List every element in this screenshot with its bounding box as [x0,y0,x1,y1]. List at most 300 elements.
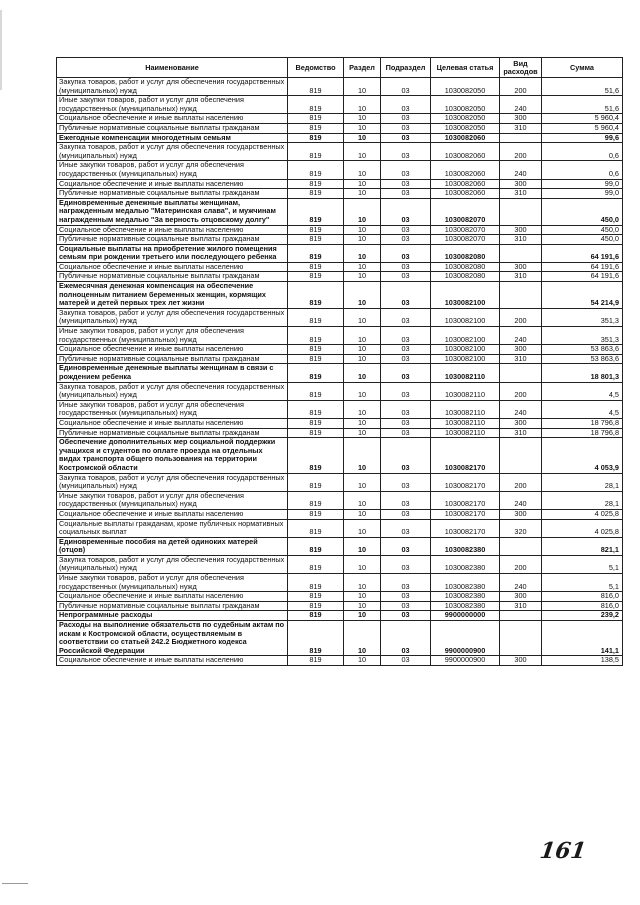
cell-ved: 819 [288,428,344,438]
cell-summa: 54 214,9 [542,282,623,309]
cell-celevaya: 1030082380 [431,574,500,592]
cell-razdel: 10 [344,161,381,179]
cell-podrazdel: 03 [381,400,431,418]
cell-celevaya: 9900000900 [431,656,500,666]
cell-vid: 300 [500,345,542,355]
cell-razdel: 10 [344,96,381,114]
cell-celevaya: 1030082380 [431,592,500,602]
cell-podrazdel: 03 [381,418,431,428]
cell-summa: 450,0 [542,198,623,225]
cell-ved: 819 [288,244,344,262]
cell-name: Единовременные денежные выплаты женщинам, награжденным медалью "Материнская слава", и мужчинам награжденным медалью "За верность отцовскому долгу" [57,198,288,225]
cell-podrazdel: 03 [381,225,431,235]
scan-margin-mark [0,10,2,90]
cell-summa: 816,0 [542,601,623,611]
cell-ved: 819 [288,592,344,602]
cell-podrazdel: 03 [381,235,431,245]
cell-ved: 819 [288,438,344,473]
cell-vid: 300 [500,656,542,666]
table-row [57,555,623,573]
cell-podrazdel: 03 [381,123,431,133]
cell-summa: 53 863,6 [542,345,623,355]
cell-ved: 819 [288,382,344,400]
cell-podrazdel: 03 [381,161,431,179]
cell-summa: 816,0 [542,592,623,602]
cell-celevaya: 1030082060 [431,161,500,179]
cell-name: Социальные выплаты на приобретение жилого помещения семьям при рождении третьего или последующего ребенка [57,244,288,262]
cell-podrazdel: 03 [381,179,431,189]
cell-celevaya: 1030082100 [431,282,500,309]
cell-razdel: 10 [344,262,381,272]
cell-podrazdel: 03 [381,555,431,573]
cell-name: Закупка товаров, работ и услуг для обеспечения государственных (муниципальных) нужд [57,555,288,573]
cell-celevaya: 1030082060 [431,189,500,199]
cell-name: Закупка товаров, работ и услуг для обеспечения государственных (муниципальных) нужд [57,308,288,326]
cell-vid: 200 [500,555,542,573]
table-header [57,58,623,78]
cell-razdel: 10 [344,189,381,199]
cell-ved: 819 [288,537,344,555]
cell-celevaya: 1030082080 [431,262,500,272]
cell-celevaya: 1030082110 [431,428,500,438]
cell-vid: 320 [500,519,542,537]
table-row [57,123,623,133]
table-row [57,537,623,555]
cell-celevaya: 1030082170 [431,473,500,491]
cell-celevaya: 1030082050 [431,123,500,133]
cell-name: Иные закупки товаров, работ и услуг для обеспечения государственных (муниципальных) нужд [57,327,288,345]
cell-razdel: 10 [344,244,381,262]
cell-name: Публичные нормативные социальные выплаты гражданам [57,272,288,282]
cell-podrazdel: 03 [381,96,431,114]
cell-summa: 141,1 [542,621,623,656]
cell-name: Иные закупки товаров, работ и услуг для обеспечения государственных (муниципальных) нужд [57,161,288,179]
cell-name: Ежегодные компенсации многодетным семьям [57,133,288,143]
table-row [57,327,623,345]
cell-summa: 0,6 [542,161,623,179]
cell-celevaya: 1030082380 [431,601,500,611]
cell-vid: 240 [500,400,542,418]
table-row [57,656,623,666]
cell-name: Социальное обеспечение и иные выплаты населению [57,225,288,235]
header-ved: Ведомство [288,58,344,78]
cell-razdel: 10 [344,78,381,96]
cell-summa: 450,0 [542,235,623,245]
cell-name: Социальное обеспечение и иные выплаты населению [57,179,288,189]
cell-ved: 819 [288,327,344,345]
cell-podrazdel: 03 [381,438,431,473]
cell-vid: 300 [500,114,542,124]
header-celevaya: Целевая статья [431,58,500,78]
cell-name: Закупка товаров, работ и услуг для обеспечения государственных (муниципальных) нужд [57,473,288,491]
cell-vid: 310 [500,235,542,245]
cell-celevaya: 1030082170 [431,509,500,519]
cell-summa: 821,1 [542,537,623,555]
cell-summa: 4,5 [542,382,623,400]
cell-summa: 4 025,8 [542,509,623,519]
cell-podrazdel: 03 [381,519,431,537]
cell-razdel: 10 [344,272,381,282]
cell-summa: 450,0 [542,225,623,235]
cell-summa: 351,3 [542,308,623,326]
cell-celevaya: 1030082110 [431,364,500,382]
header-name: Наименование [57,58,288,78]
table-row [57,198,623,225]
cell-celevaya: 1030082110 [431,382,500,400]
cell-name: Закупка товаров, работ и услуг для обеспечения государственных (муниципальных) нужд [57,143,288,161]
cell-vid: 300 [500,509,542,519]
cell-podrazdel: 03 [381,282,431,309]
cell-podrazdel: 03 [381,78,431,96]
cell-ved: 819 [288,282,344,309]
cell-podrazdel: 03 [381,354,431,364]
cell-ved: 819 [288,161,344,179]
header-podrazdel: Подраздел [381,58,431,78]
cell-summa: 99,6 [542,133,623,143]
cell-ved: 819 [288,189,344,199]
cell-podrazdel: 03 [381,143,431,161]
cell-vid: 240 [500,327,542,345]
cell-summa: 351,3 [542,327,623,345]
cell-summa: 5,1 [542,555,623,573]
table-row [57,382,623,400]
header-razdel: Раздел [344,58,381,78]
cell-razdel: 10 [344,308,381,326]
cell-razdel: 10 [344,418,381,428]
cell-razdel: 10 [344,282,381,309]
cell-vid [500,198,542,225]
cell-summa: 4,5 [542,400,623,418]
table-row [57,308,623,326]
header-summa: Сумма [542,58,623,78]
cell-vid: 240 [500,96,542,114]
cell-name: Единовременные денежные выплаты женщинам в связи с рождением ребенка [57,364,288,382]
cell-podrazdel: 03 [381,262,431,272]
table-row [57,519,623,537]
cell-razdel: 10 [344,364,381,382]
cell-razdel: 10 [344,491,381,509]
cell-ved: 819 [288,262,344,272]
cell-ved: 819 [288,143,344,161]
cell-celevaya: 1030082070 [431,235,500,245]
cell-razdel: 10 [344,574,381,592]
cell-ved: 819 [288,179,344,189]
cell-vid: 300 [500,179,542,189]
cell-celevaya: 1030082110 [431,418,500,428]
cell-razdel: 10 [344,133,381,143]
cell-celevaya: 1030082110 [431,400,500,418]
cell-vid [500,438,542,473]
cell-ved: 819 [288,491,344,509]
cell-ved: 819 [288,114,344,124]
cell-name: Публичные нормативные социальные выплаты гражданам [57,189,288,199]
cell-ved: 819 [288,555,344,573]
cell-podrazdel: 03 [381,133,431,143]
cell-name: Закупка товаров, работ и услуг для обеспечения государственных (муниципальных) нужд [57,382,288,400]
cell-razdel: 10 [344,400,381,418]
cell-razdel: 10 [344,537,381,555]
table-row [57,418,623,428]
cell-summa: 51,6 [542,96,623,114]
header-vid: Вид расходов [500,58,542,78]
cell-celevaya: 1030082050 [431,78,500,96]
cell-vid [500,364,542,382]
cell-vid [500,133,542,143]
cell-podrazdel: 03 [381,601,431,611]
table-row [57,574,623,592]
cell-vid: 310 [500,272,542,282]
cell-razdel: 10 [344,555,381,573]
cell-vid: 310 [500,189,542,199]
cell-summa: 99,0 [542,179,623,189]
cell-name: Иные закупки товаров, работ и услуг для обеспечения государственных (муниципальных) нужд [57,491,288,509]
cell-name: Иные закупки товаров, работ и услуг для обеспечения государственных (муниципальных) нужд [57,96,288,114]
cell-celevaya: 1030082070 [431,198,500,225]
cell-summa: 64 191,6 [542,272,623,282]
cell-ved: 819 [288,78,344,96]
cell-celevaya: 1030082070 [431,225,500,235]
cell-vid: 310 [500,601,542,611]
cell-podrazdel: 03 [381,382,431,400]
cell-ved: 819 [288,418,344,428]
cell-razdel: 10 [344,473,381,491]
cell-razdel: 10 [344,114,381,124]
cell-vid: 300 [500,262,542,272]
cell-vid: 200 [500,78,542,96]
cell-vid [500,621,542,656]
cell-ved: 819 [288,519,344,537]
cell-summa: 4 025,8 [542,519,623,537]
table-row [57,491,623,509]
cell-ved: 819 [288,400,344,418]
cell-razdel: 10 [344,428,381,438]
cell-name: Социальное обеспечение и иные выплаты населению [57,345,288,355]
cell-vid: 310 [500,428,542,438]
cell-podrazdel: 03 [381,327,431,345]
cell-podrazdel: 03 [381,114,431,124]
cell-name: Единовременные пособия на детей одиноких матерей (отцов) [57,537,288,555]
cell-name: Публичные нормативные социальные выплаты гражданам [57,428,288,438]
cell-razdel: 10 [344,656,381,666]
cell-name: Публичные нормативные социальные выплаты гражданам [57,123,288,133]
cell-razdel: 10 [344,345,381,355]
cell-razdel: 10 [344,592,381,602]
cell-podrazdel: 03 [381,345,431,355]
cell-podrazdel: 03 [381,189,431,199]
cell-podrazdel: 03 [381,621,431,656]
cell-razdel: 10 [344,327,381,345]
cell-celevaya: 1030082170 [431,438,500,473]
cell-summa: 239,2 [542,611,623,621]
cell-celevaya: 1030082100 [431,308,500,326]
budget-table [56,57,623,666]
cell-podrazdel: 03 [381,244,431,262]
cell-celevaya: 1030082170 [431,491,500,509]
cell-celevaya: 1030082080 [431,244,500,262]
cell-ved: 819 [288,96,344,114]
cell-name: Социальное обеспечение и иные выплаты населению [57,592,288,602]
cell-name: Публичные нормативные социальные выплаты гражданам [57,601,288,611]
cell-ved: 819 [288,574,344,592]
cell-podrazdel: 03 [381,491,431,509]
header-row [57,58,623,78]
cell-ved: 819 [288,621,344,656]
cell-name: Социальное обеспечение и иные выплаты населению [57,114,288,124]
cell-razdel: 10 [344,123,381,133]
cell-vid: 240 [500,161,542,179]
cell-summa: 0,6 [542,143,623,161]
cell-summa: 18 796,8 [542,428,623,438]
scan-margin-line [2,883,28,884]
cell-celevaya: 1030082060 [431,143,500,161]
cell-summa: 138,5 [542,656,623,666]
cell-celevaya: 1030082100 [431,345,500,355]
cell-podrazdel: 03 [381,611,431,621]
cell-ved: 819 [288,308,344,326]
table-row [57,364,623,382]
cell-vid: 310 [500,354,542,364]
cell-name: Социальное обеспечение и иные выплаты населению [57,418,288,428]
cell-celevaya: 1030082380 [431,555,500,573]
cell-name: Непрограммные расходы [57,611,288,621]
cell-vid: 200 [500,473,542,491]
table-row [57,189,623,199]
cell-celevaya: 1030082170 [431,519,500,537]
cell-podrazdel: 03 [381,656,431,666]
cell-celevaya: 1030082060 [431,179,500,189]
cell-ved: 819 [288,198,344,225]
cell-podrazdel: 03 [381,364,431,382]
cell-summa: 4 053,9 [542,438,623,473]
cell-celevaya: 9900000900 [431,621,500,656]
cell-razdel: 10 [344,382,381,400]
cell-ved: 819 [288,225,344,235]
cell-summa: 51,6 [542,78,623,96]
cell-summa: 5 960,4 [542,123,623,133]
cell-vid: 200 [500,308,542,326]
cell-celevaya: 1030082050 [431,114,500,124]
table-row [57,244,623,262]
cell-razdel: 10 [344,601,381,611]
table-row [57,473,623,491]
cell-celevaya: 1030082050 [431,96,500,114]
cell-name: Закупка товаров, работ и услуг для обеспечения государственных (муниципальных) нужд [57,78,288,96]
cell-celevaya: 9900000000 [431,611,500,621]
cell-podrazdel: 03 [381,198,431,225]
cell-razdel: 10 [344,519,381,537]
cell-celevaya: 1030082380 [431,537,500,555]
cell-razdel: 10 [344,438,381,473]
cell-summa: 64 191,6 [542,244,623,262]
cell-ved: 819 [288,354,344,364]
cell-podrazdel: 03 [381,272,431,282]
cell-razdel: 10 [344,198,381,225]
cell-ved: 819 [288,473,344,491]
cell-name: Социальное обеспечение и иные выплаты населению [57,509,288,519]
table-body [57,78,623,666]
cell-ved: 819 [288,235,344,245]
cell-vid: 240 [500,491,542,509]
cell-summa: 99,0 [542,189,623,199]
cell-ved: 819 [288,611,344,621]
cell-vid: 310 [500,123,542,133]
cell-name: Расходы на выполнение обязательств по судебным актам по искам к Костромской области, осуществляемым в соответствии со статьей 242.2 Бюджетного кодекса Российской Федерации [57,621,288,656]
cell-vid: 300 [500,225,542,235]
table-row [57,235,623,245]
cell-podrazdel: 03 [381,428,431,438]
cell-name: Иные закупки товаров, работ и услуг для обеспечения государственных (муниципальных) нужд [57,574,288,592]
cell-name: Социальное обеспечение и иные выплаты населению [57,262,288,272]
cell-ved: 819 [288,345,344,355]
cell-name: Ежемесячная денежная компенсация на обеспечение полноценным питанием беременных женщин, кормящих матерей и детей первых трех лет жизни [57,282,288,309]
cell-podrazdel: 03 [381,308,431,326]
cell-vid [500,611,542,621]
cell-vid: 300 [500,418,542,428]
cell-ved: 819 [288,364,344,382]
cell-celevaya: 1030082060 [431,133,500,143]
cell-name: Иные закупки товаров, работ и услуг для обеспечения государственных (муниципальных) нужд [57,400,288,418]
cell-ved: 819 [288,509,344,519]
cell-vid [500,537,542,555]
cell-vid [500,282,542,309]
table-row [57,345,623,355]
cell-vid: 200 [500,143,542,161]
cell-podrazdel: 03 [381,574,431,592]
cell-podrazdel: 03 [381,509,431,519]
table-row [57,96,623,114]
cell-ved: 819 [288,601,344,611]
cell-vid: 300 [500,592,542,602]
cell-razdel: 10 [344,611,381,621]
cell-summa: 64 191,6 [542,262,623,272]
cell-name: Публичные нормативные социальные выплаты гражданам [57,354,288,364]
document-page [56,57,622,666]
cell-razdel: 10 [344,354,381,364]
cell-razdel: 10 [344,235,381,245]
cell-summa: 5 960,4 [542,114,623,124]
cell-name: Публичные нормативные социальные выплаты гражданам [57,235,288,245]
table-row [57,282,623,309]
table-row [57,509,623,519]
cell-ved: 819 [288,123,344,133]
cell-podrazdel: 03 [381,473,431,491]
table-row [57,438,623,473]
table-row [57,621,623,656]
cell-podrazdel: 03 [381,537,431,555]
table-row [57,161,623,179]
cell-vid: 200 [500,382,542,400]
cell-razdel: 10 [344,621,381,656]
table-row [57,143,623,161]
cell-celevaya: 1030082100 [431,327,500,345]
cell-vid: 240 [500,574,542,592]
cell-ved: 819 [288,656,344,666]
cell-razdel: 10 [344,179,381,189]
cell-podrazdel: 03 [381,592,431,602]
cell-ved: 819 [288,272,344,282]
cell-summa: 18 796,8 [542,418,623,428]
cell-summa: 53 863,6 [542,354,623,364]
cell-name: Социальные выплаты гражданам, кроме публичных нормативных социальных выплат [57,519,288,537]
cell-name: Социальное обеспечение и иные выплаты населению [57,656,288,666]
cell-razdel: 10 [344,225,381,235]
cell-razdel: 10 [344,509,381,519]
cell-summa: 18 801,3 [542,364,623,382]
cell-celevaya: 1030082080 [431,272,500,282]
cell-summa: 5,1 [542,574,623,592]
cell-razdel: 10 [344,143,381,161]
table-row [57,400,623,418]
